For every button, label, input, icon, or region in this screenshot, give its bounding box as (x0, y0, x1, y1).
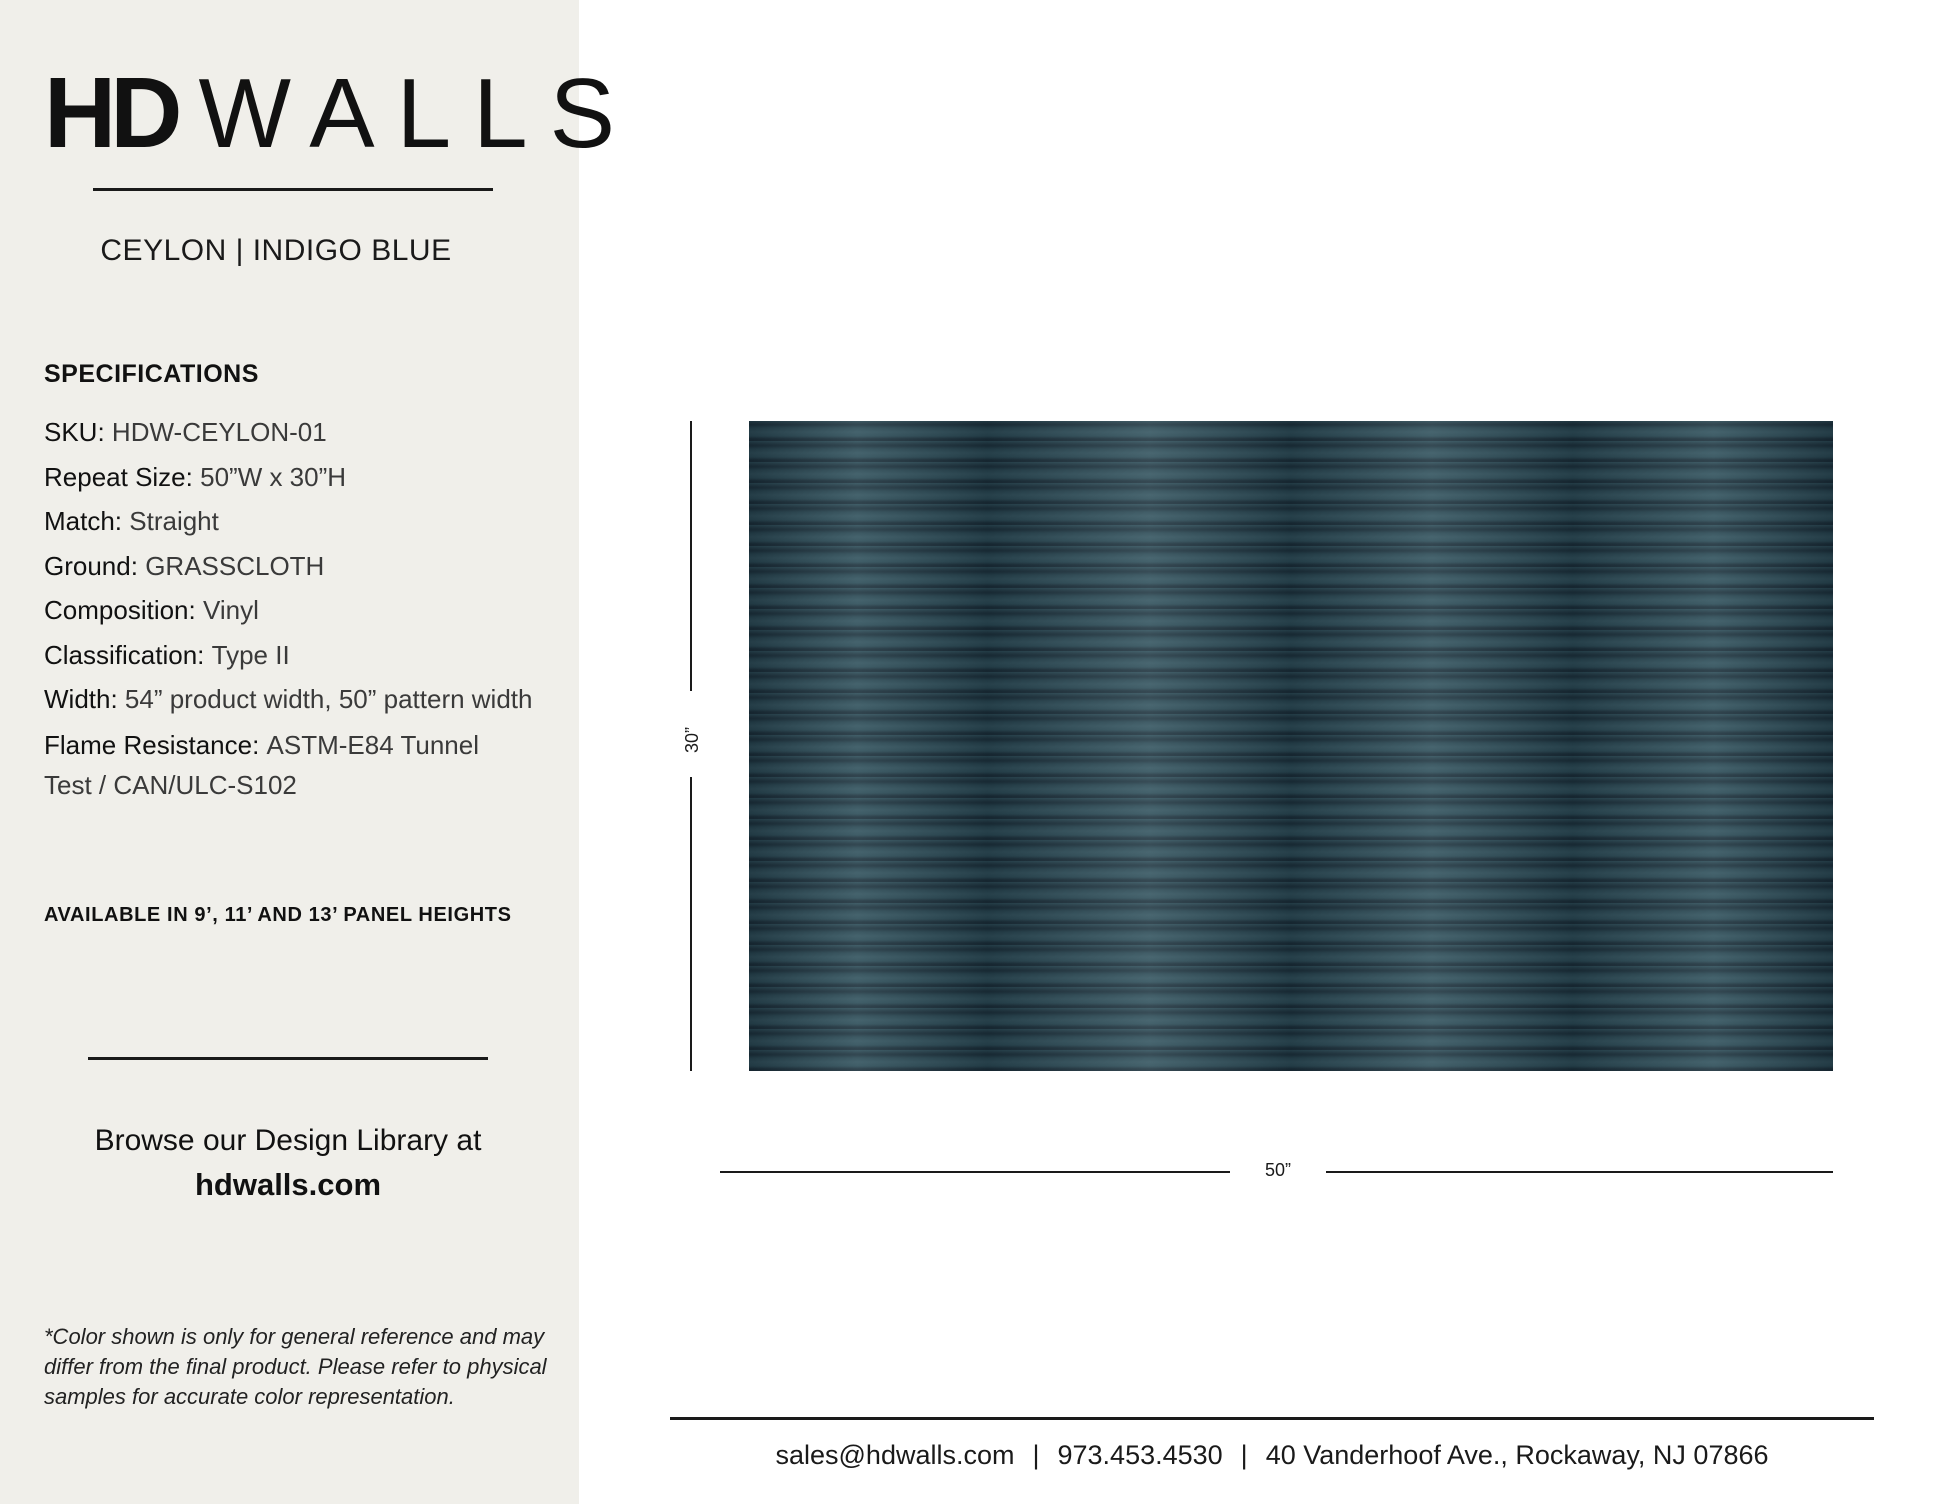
height-dimension-label: 30” (682, 727, 702, 754)
spec-label: Repeat Size: (44, 461, 193, 492)
spec-value: Type II (211, 639, 290, 670)
spec-value: ASTM-E84 Tunnel Test / CAN/ULC-S102 (44, 729, 479, 800)
divider-middle (88, 1057, 488, 1060)
spec-value: Vinyl (202, 595, 259, 625)
spec-label: Flame Resistance: (44, 729, 260, 760)
spec-repeat-size (44, 455, 564, 500)
spec-value: 50”W x 30”H (200, 461, 347, 492)
contact-phone[interactable]: 973.453.4530 (1057, 1440, 1223, 1470)
product-title: CEYLON | INDIGO BLUE (100, 234, 452, 267)
divider-top (93, 188, 493, 191)
footer-separator: | (1032, 1440, 1040, 1470)
width-dimension-label: 50” (1264, 1160, 1291, 1180)
color-disclaimer: *Color shown is only for general reference and may differ from the final product. Please refer to physical samples for accurate color representation. (44, 1324, 547, 1409)
width-dimension-line-left (720, 1171, 1230, 1173)
spec-label: Width: (44, 684, 118, 714)
spec-value: GRASSCLOTH (145, 550, 325, 581)
browse-library (0, 1120, 576, 1208)
logo-walls: WALLS (198, 58, 638, 168)
height-dimension-line-bottom (690, 777, 692, 1071)
specifications-list (44, 410, 564, 805)
sidebar (0, 0, 638, 1504)
spec-label: Ground: (44, 550, 138, 581)
contact-email[interactable]: sales@hdwalls.com (775, 1440, 1015, 1470)
contact-address: 40 Vanderhoof Ave., Rockaway, NJ 07866 (1265, 1440, 1769, 1470)
spec-value: HDW-CEYLON-01 (111, 417, 327, 447)
footer-separator: | (1240, 1440, 1248, 1470)
spec-label: Composition: (44, 595, 196, 625)
spec-sku (44, 410, 564, 455)
specifications-heading: SPECIFICATIONS (44, 360, 259, 388)
spec-match (44, 499, 564, 544)
spec-value: 54” product width, 50” pattern width (124, 684, 533, 714)
spec-ground (44, 544, 564, 589)
spec-width (44, 677, 564, 722)
spec-label: SKU: (44, 417, 105, 447)
width-dimension-line-right (1326, 1171, 1833, 1173)
logo-hd: HD (44, 57, 177, 169)
spec-value: Straight (129, 506, 219, 536)
footer-divider (670, 1417, 1874, 1420)
website-link[interactable]: hdwalls.com (194, 1167, 382, 1202)
spec-label: Match: (44, 506, 123, 536)
spec-flame-resistance (44, 722, 514, 805)
spec-label: Classification: (44, 639, 205, 670)
height-dimension-line-top (690, 421, 692, 691)
brand-logo (44, 58, 637, 168)
wallpaper-swatch (749, 421, 1833, 1071)
spec-composition (44, 588, 564, 633)
availability-note: AVAILABLE IN 9’, 11’ AND 13’ PANEL HEIGHTS (44, 904, 512, 926)
spec-classification (44, 633, 564, 678)
contact-footer (670, 1440, 1874, 1471)
browse-text: Browse our Design Library at (94, 1124, 482, 1157)
